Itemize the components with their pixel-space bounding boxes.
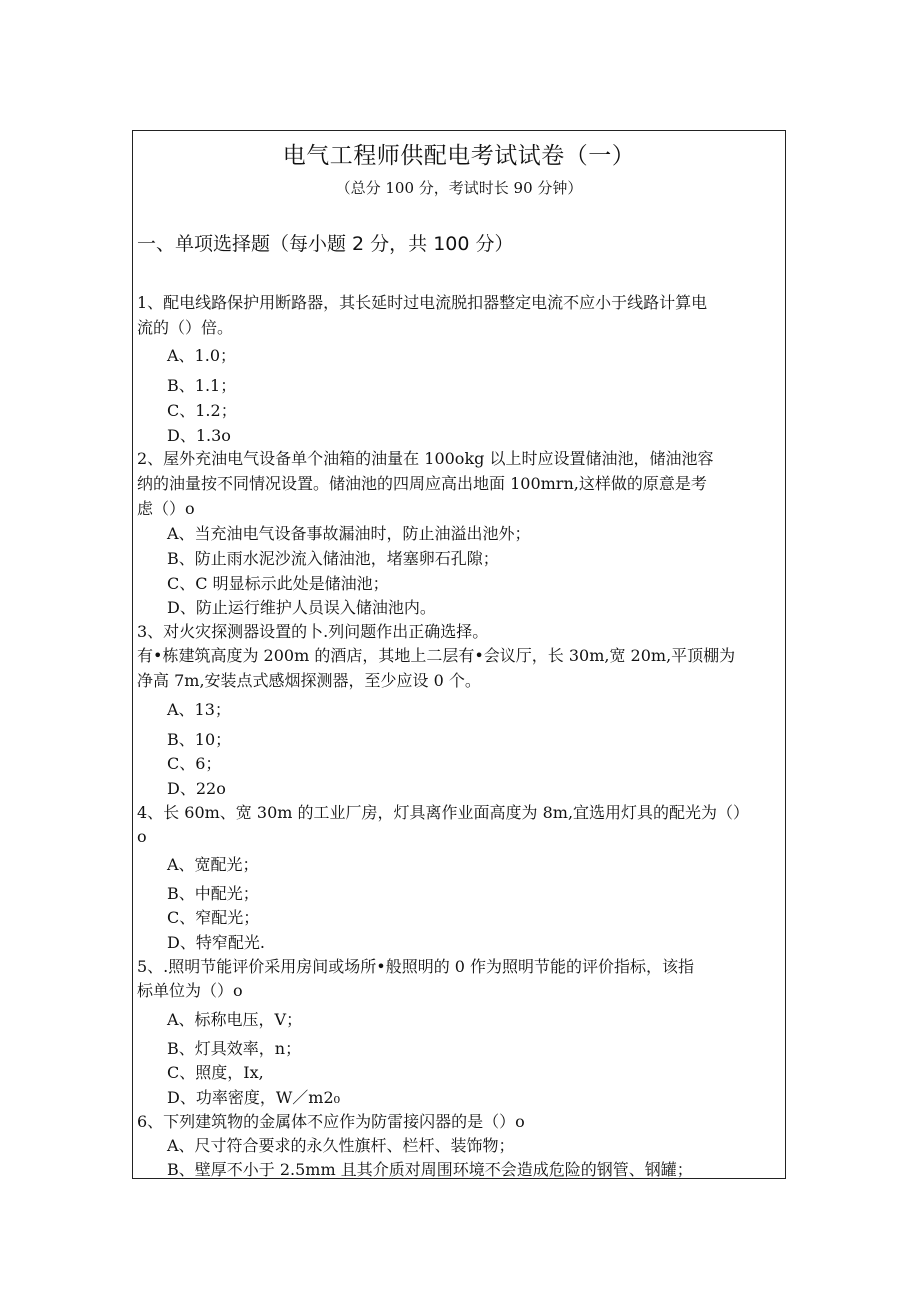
question-1-option-c: C、1.2；	[167, 401, 237, 420]
question-4-option-c: C、窄配光；	[167, 908, 260, 927]
question-1-stem: 流的（）倍。	[137, 318, 234, 337]
question-2-option-c: C、C 明显标示此处是储油池；	[167, 574, 389, 593]
exam-sheet	[132, 130, 786, 1179]
question-2-stem: 纳的油量按不同情况设置。储油池的四周应高出地面 100mrn,这样做的原意是考	[137, 474, 707, 493]
exam-subtitle: （总分 100 分，考试时长 90 分钟）	[335, 179, 583, 197]
question-4-option-d: D、特窄配光.	[167, 933, 265, 952]
question-2-option-a: A、当充油电气设备事故漏油时，防止油溢出池外；	[167, 524, 531, 543]
question-3-option-c: C、6；	[167, 754, 222, 773]
question-5-stem: 5、.照明节能评价采用房间或场所•般照明的 0 作为照明节能的评价指标，该指	[137, 957, 695, 976]
section-heading: 一、单项选择题（每小题 2 分，共 100 分）	[137, 233, 514, 255]
question-3-stem: 净高 7m,安装点式感烟探测器，至少应设 0 个。	[137, 671, 481, 690]
question-3-option-b: B、10；	[167, 730, 232, 749]
question-1-option-b: B、1.1；	[167, 376, 237, 395]
question-4-stem: o	[137, 827, 147, 846]
question-6-option-b: B、壁厚不小于 2.5mm 且其介质对周围环境不会造成危险的钢管、钢罐；	[167, 1160, 693, 1179]
question-4-option-a: A、宽配光；	[167, 855, 259, 874]
question-2-stem: 2、屋外充油电气设备单个油箱的油量在 100okg 以上时应设置储油池，储油池容	[137, 449, 714, 468]
question-1-option-a: A、1.0；	[167, 346, 237, 365]
question-3-option-a: A、13；	[167, 700, 231, 719]
question-3-stem: 3、对火灾探测器设置的卜.列问题作出正确选择。	[137, 622, 489, 641]
question-5-option-d: D、功率密度，W／m2₀	[167, 1088, 341, 1107]
question-4-stem: 4、长 60m、宽 30m 的工业厂房，灯具离作业面高度为 8m,宜选用灯具的配光为（）	[137, 803, 750, 822]
page-title: 电气工程师供配电考试试卷（一）	[282, 143, 636, 169]
question-5-option-c: C、照度，Ix,	[167, 1063, 264, 1082]
question-5-option-b: B、灯具效率，n；	[167, 1039, 302, 1058]
question-2-option-b: B、防止雨水泥沙流入储油池，堵塞卵石孔隙；	[167, 549, 499, 568]
question-1-stem: 1、配电线路保护用断路器，其长延时过电流脱扣器整定电流不应小于线路计算电	[137, 293, 708, 312]
question-3-option-d: D、22o	[167, 779, 226, 798]
question-4-option-b: B、中配光；	[167, 884, 259, 903]
question-6-option-a: A、尺寸符合要求的永久性旗杆、栏杆、装饰物；	[167, 1136, 515, 1155]
question-5-option-a: A、标称电压，V；	[167, 1010, 303, 1029]
question-2-stem: 虑（）o	[137, 499, 195, 518]
question-1-option-d: D、1.3o	[167, 426, 231, 445]
question-2-option-d: D、防止运行维护人员误入储油池内。	[167, 598, 436, 617]
question-3-stem: 有•栋建筑高度为 200m 的酒店，其地上二层有•会议厅，长 30m,宽 20m,平顶棚为	[137, 646, 736, 665]
question-6-stem: 6、下列建筑物的金属体不应作为防雷接闪器的是（）o	[137, 1112, 525, 1131]
question-5-stem: 标单位为（）o	[137, 981, 243, 1000]
